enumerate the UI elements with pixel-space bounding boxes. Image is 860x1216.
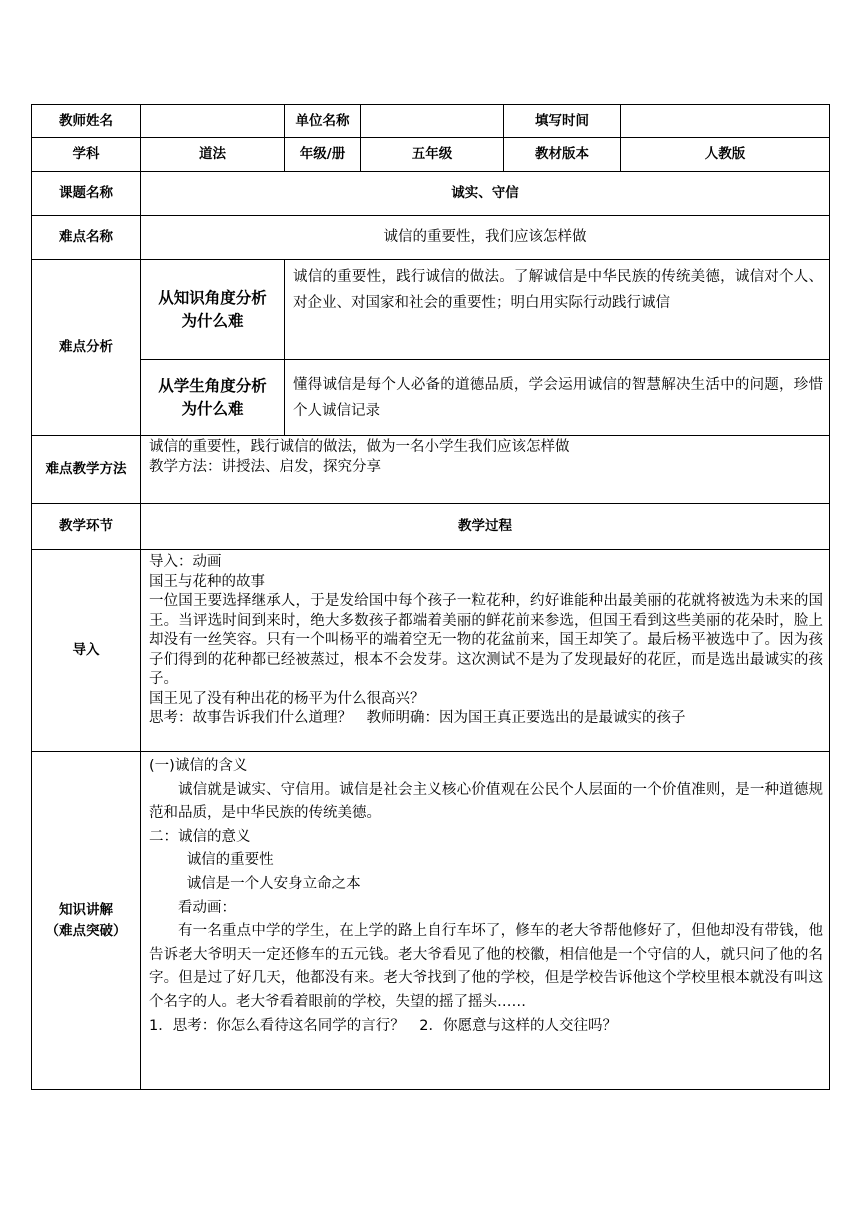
grade-label: 年级/册 <box>285 138 361 172</box>
difficulty-row <box>32 216 830 260</box>
knowledge-questions: 1．思考：你怎么看待这名同学的言行？ 2．你愿意与这样的人交往吗？ <box>149 1017 617 1034</box>
intro-content <box>141 550 830 752</box>
topic-row <box>32 172 830 216</box>
process-stage-label: 教学环节 <box>32 504 141 550</box>
knowledge-definition: 诚信就是诚实、守信用。诚信是社会主义核心价值观在公民个人层面的一个价值准则，是一种道德规范和品质，是中华民族的传统美德。 <box>149 781 823 822</box>
teacher-name-label: 教师姓名 <box>32 105 141 138</box>
analysis-label: 难点分析 <box>32 260 141 436</box>
topic-value: 诚实、守信 <box>141 172 830 216</box>
method-line-2: 教学方法：讲授法、启发，探究分享 <box>149 458 381 475</box>
knowledge-label-line-1: 知识讲解 <box>59 901 113 918</box>
subject-row <box>32 138 830 172</box>
topic-label: 课题名称 <box>32 172 141 216</box>
student-angle-text <box>285 360 830 436</box>
process-title: 教学过程 <box>141 504 830 550</box>
knowledge-heading-2: 二：诚信的意义 <box>149 828 251 845</box>
method-line-1: 诚信的重要性，践行诚信的做法，做为一名小学生我们应该怎样做 <box>149 439 570 455</box>
intro-line-2: 国王与花种的故事 <box>149 573 265 590</box>
knowledge-story: 有一名重点中学的学生，在上学的路上自行车坏了，修车的老大爷帮他修好了，但他却没有带钱，他告诉老大爷明天一定还修车的五元钱。老大爷看见了他的校徽，相信他是一个守信的人，就只问了他的名字。但是过了好几天，他都没有来。老大爷找到了他的学校，但是学校告诉他这个学校里根本就没有叫这个名字的人。老大爷看着眼前的学校，失望的摇了摇头…… <box>149 923 823 1010</box>
knowledge-content <box>141 752 830 1090</box>
subject-label: 学科 <box>32 138 141 172</box>
difficulty-value: 诚信的重要性，我们应该怎样做 <box>141 216 830 260</box>
knowledge-watch-animation: 看动画： <box>178 899 236 916</box>
intro-think: 思考：故事告诉我们什么道理？ 教师明确：因为国王真正要选出的是最诚实的孩子 <box>149 710 686 726</box>
teacher-name-value[interactable] <box>141 105 285 138</box>
lesson-plan-table <box>31 104 830 1090</box>
grade-value: 五年级 <box>361 138 504 172</box>
process-header-row <box>32 504 830 550</box>
student-angle-label: 从学生角度分析为什么难 <box>141 360 285 436</box>
knowledge-point-foundation: 诚信是一个人安身立命之本 <box>186 875 361 892</box>
difficulty-label: 难点名称 <box>32 216 141 260</box>
intro-question: 国王见了没有种出花的杨平为什么很高兴？ <box>149 690 425 707</box>
fill-date-value[interactable] <box>621 105 830 138</box>
student-angle-paragraph: 懂得诚信是每个人必备的道德品质，学会运用诚信的智慧解决生活中的问题，珍惜个人诚信记录 <box>293 377 823 419</box>
knowledge-angle-paragraph: 诚信的重要性，践行诚信的做法。了解诚信是中华民族的传统美德，诚信对个人、对企业、对国家和社会的重要性；明白用实际行动践行诚信 <box>293 269 823 311</box>
edition-label: 教材版本 <box>504 138 621 172</box>
method-label: 难点教学方法 <box>32 436 141 504</box>
subject-value: 道法 <box>141 138 285 172</box>
intro-row <box>32 550 830 752</box>
method-row <box>32 436 830 504</box>
edition-value: 人教版 <box>621 138 830 172</box>
knowledge-heading-1: (一)诚信的含义 <box>149 758 248 774</box>
knowledge-angle-text <box>285 260 830 360</box>
analysis-student-row <box>32 360 830 436</box>
header-row <box>32 105 830 138</box>
analysis-knowledge-row <box>32 260 830 360</box>
knowledge-label-line-2: （难点突破） <box>45 922 127 939</box>
unit-name-label: 单位名称 <box>285 105 361 138</box>
unit-name-value[interactable] <box>361 105 504 138</box>
method-text <box>141 436 830 504</box>
knowledge-label <box>32 752 141 1090</box>
intro-line-1: 导入：动画 <box>149 554 222 570</box>
intro-story: 一位国王要选择继承人，于是发给国中每个孩子一粒花种，约好谁能种出最美丽的花就将被选为未来的国王。当评选时间到来时，绝大多数孩子都端着美丽的鲜花前来参选，但国王看到这些美丽的花朵时，脸上却没有一丝笑容。只有一个叫杨平的端着空无一物的花盆前来，国王却笑了。最后杨平被选中了。因为孩子们得到的花种都已经被蒸过，根本不会发芽。这次测试不是为了发现最好的花匠，而是选出最诚实的孩子。 <box>149 593 823 687</box>
knowledge-point-importance: 诚信的重要性 <box>186 852 274 869</box>
knowledge-angle-label: 从知识角度分析为什么难 <box>141 260 285 360</box>
intro-label: 导入 <box>32 550 141 752</box>
fill-date-label: 填写时间 <box>504 105 621 138</box>
knowledge-row <box>32 752 830 1090</box>
